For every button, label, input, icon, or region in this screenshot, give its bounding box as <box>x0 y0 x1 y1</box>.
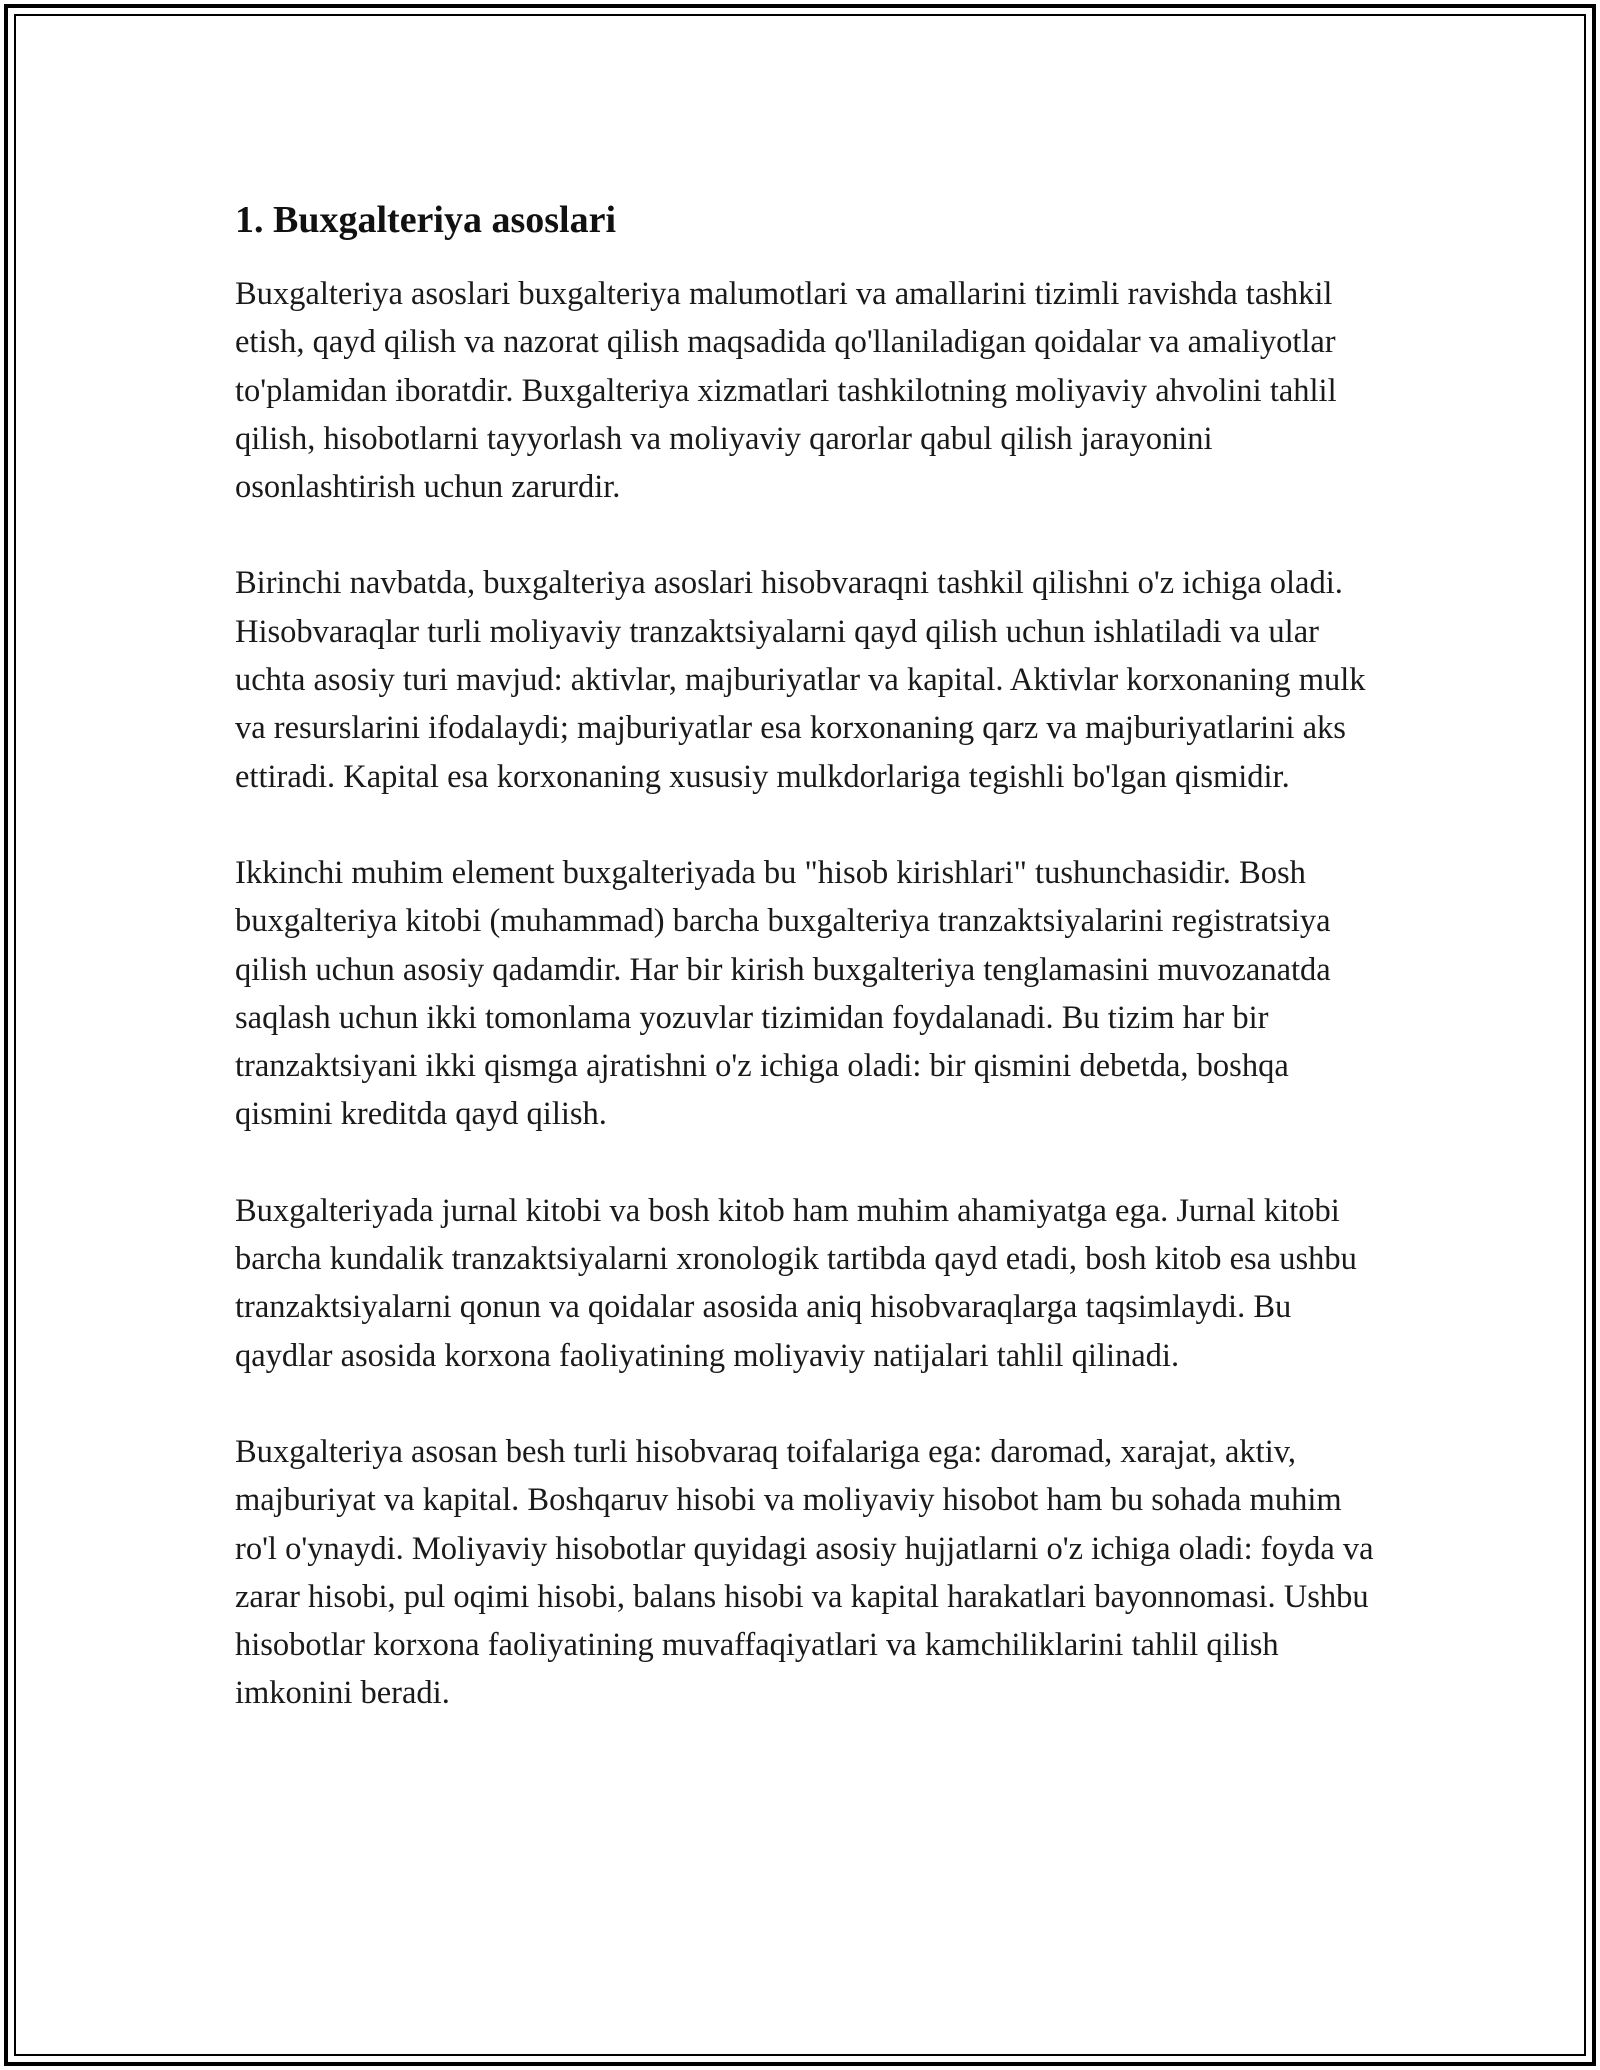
paragraph-1: Buxgalteriya asoslari buxgalteriya malumotlari va amallarini tizimli ravishda tashkil etish, qayd qilish va nazorat qilish maqsadida qo'llaniladigan qoidalar va amaliyotlar to'plamidan iboratdir. Buxgalteriya xizmatlari tashkilotning moliyaviy ahvolini tahlil qilish, hisobotlarni tayyorlash va moliyaviy qarorlar qabul qilish jarayonini osonlashtirish uchun zarurdir. <box>235 276 1337 506</box>
paragraph-4: Buxgalteriyada jurnal kitobi va bosh kitob ham muhim ahamiyatga ega. Jurnal kitobi barcha kundalik tranzaktsiyalarni xronologik tartibda qayd etadi, bosh kitob esa ushbu tranzaktsiyalarni qonun va qoidalar asosida aniq hisobvaraqlarga taqsimlaydi. Bu qaydlar asosida korxona faoliyatining moliyaviy natijalari tahlil qilinadi. <box>235 1192 1357 1374</box>
paragraph-5: Buxgalteriya asosan besh turli hisobvaraq toifalariga ega: daromad, xarajat, aktiv, majburiyat va kapital. Boshqaruv hisobi va moliyaviy hisobot ham bu sohada muhim ro'l o'ynaydi. Moliyaviy hisobotlar quyidagi asosiy hujjatlarni o'z ichiga oladi: foyda va zarar hisobi, pul oqimi hisobi, balans hisobi va kapital harakatlari bayonnomasi. Ushbu hisobotlar korxona faoliyatining muvaffaqiyatlari va kamchiliklarini tahlil qilish imkonini beradi. <box>235 1433 1374 1712</box>
paragraph-3: Ikkinchi muhim element buxgalteriyada bu "hisob kirishlari" tushunchasidir. Bosh buxgalteriya kitobi (muhammad) barcha buxgalteriya tranzaktsiyalarini registratsiya qilish uchun asosiy qadamdir. Har bir kirish buxgalteriya tenglamasini muvozanatda saqlash uchun ikki tomonlama yozuvlar tizimidan foydalanadi. Bu tizim har bir tranzaktsiyani ikki qismga ajratishni o'z ichiga oladi: bir qismini debetda, boshqa qismini kreditda qayd qilish. <box>235 854 1331 1133</box>
paragraph-2: Birinchi navbatda, buxgalteriya asoslari hisobvaraqni tashkil qilishni o'z ichiga oladi. Hisobvaraqlar turli moliyaviy tranzaktsiyalarni qayd qilish uchun ishlatiladi va ular uchta asosiy turi mavjud: aktivlar, majburiyatlar va kapital. Aktivlar korxonaning mulk va resurslarini ifodalaydi; majburiyatlar esa korxonaning qarz va majburiyatlarini aks ettiradi. Kapital esa korxonaning xususiy mulkdorlariga tegishli bo'lgan qismidir. <box>235 565 1366 795</box>
document-title: 1. Buxgalteriya asoslari <box>235 199 617 241</box>
document-body <box>235 180 1375 1766</box>
